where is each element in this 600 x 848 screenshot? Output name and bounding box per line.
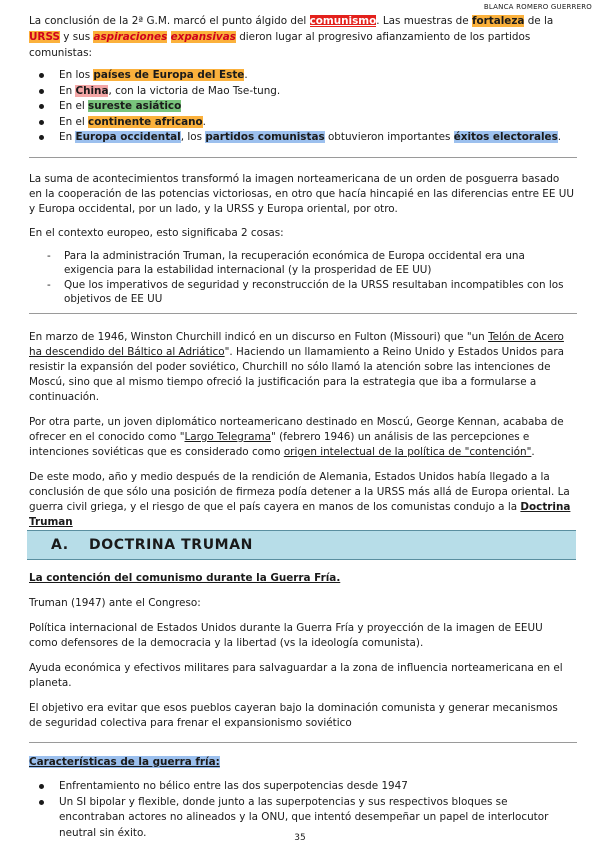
list-item: En Europa occidental, los partidos comunistas obtuvieron importantes éxitos electorales. (29, 130, 574, 146)
paragraph: Por otra parte, un joven diplomático norteamericano destinado en Moscú, George Kennan, acababa de ofrecer en el conocido como "Largo Telegrama" (febrero 1946) un análisis de las percepciones e intenciones soviéticas que es considerado como origen intelectual de la política de "contención". (29, 415, 564, 458)
highlight-aspiraciones: aspiraciones (93, 31, 168, 43)
paragraph: En marzo de 1946, Winston Churchill indicó en un discurso en Fulton (Missouri) que "un Telón de Acero ha descendido del Báltico al Adriático". Haciendo un llamamiento a Reino Unido y Estados Unidos para resistir la expansión del poder soviético, Churchill no sólo llamó la atención sobre las intenciones de Moscú, sino que al mismo tiempo ofreció la justificación para la estrategia que iba a formularse a continuación. (29, 330, 565, 403)
list-item: Enfrentamiento no bélico entre las dos superpotencias desde 1947 (29, 779, 574, 795)
author-header: BLANCA ROMERO GUERRERO (483, 3, 592, 11)
section-letter: A. (51, 537, 69, 553)
paragraph: El objetivo era evitar que esos pueblos cayeran bajo la dominación comunista y generar mecanismos de seguridad colectiva para frenar el expansionismo soviético (29, 702, 558, 729)
paragraph: Truman (1947) ante el Congreso: (29, 597, 201, 609)
paragraph: De este modo, año y medio después de la rendición de Alemania, Estados Unidos había llegado a la conclusión de que sólo una posición de firmeza podía detener a la URSS más allá de Europa oriental. La guerra civil griega, y el riesgo de que el país cayera en manos de los comunistas condujo a la Doctrina Truman (29, 470, 571, 528)
paragraph: La suma de acontecimientos transformó la imagen norteamericana de un orden de posguerra basado en la cooperación de las potencias victoriosas, en otro que hacía hincapié en las diferencias entre EE UU y Europa occidental, por un lado, y la URSS y Europa oriental, por otro. (29, 172, 574, 215)
intro-paragraph: La conclusión de la 2ª G.M. marcó el punto álgido del comunismo. Las muestras de fortaleza de la URSS y sus aspiraciones expansivas dieron lugar al progresivo afianzamiento de los partidos comunistas: (29, 15, 554, 59)
list-item: En China, con la victoria de Mao Tse-tung. (29, 84, 574, 100)
list-item: - Que los imperativos de seguridad y reconstrucción de la URSS resultaban incompatibles con los objetivos de EE UU (29, 278, 574, 307)
section-content (29, 571, 574, 841)
highlight-urss: URSS (29, 31, 60, 43)
dash-list (29, 249, 574, 307)
doctrina-truman-link: Doctrina Truman (29, 500, 571, 528)
paragraph: En el contexto europeo, esto significaba 2 cosas: (29, 226, 284, 239)
section-title: DOCTRINA TRUMAN (89, 537, 253, 553)
highlight-comunismo: comunismo (309, 15, 377, 27)
list-item: En el continente africano. (29, 115, 574, 131)
page-number: 35 (294, 833, 306, 843)
largo-telegrama: Largo Telegrama (184, 430, 271, 443)
paragraph: Ayuda económica y efectivos militares para salvaguardar a la zona de influencia norteamericana en el planeta. (29, 662, 563, 689)
paragraph: Política internacional de Estados Unidos durante la Guerra Fría y proyección de la imagen de EEUU como defensores de la democracia y la libertad (vs la ideología comunista). (29, 622, 543, 649)
telon-de-acero: Telón de Acero ha descendido del Báltico al Adriático (29, 330, 564, 358)
list-item: En los países de Europa del Este. (29, 68, 574, 84)
highlight-fortaleza: fortaleza (471, 15, 525, 27)
section-heading (27, 530, 576, 560)
list-item: En el sureste asiático (29, 99, 574, 115)
highlight-expansivas: expansivas (170, 31, 236, 43)
divider (29, 742, 577, 743)
subtitle: La contención del comunismo durante la Guerra Fría. (29, 572, 341, 584)
page-content (29, 13, 574, 530)
divider (29, 313, 577, 314)
list-item: Un SI bipolar y flexible, donde junto a las superpotencias y sus respectivos bloques se encontraban actores no alineados y la ONU, que intentó desempeñar un papel de interlocutor neutral sin éxito. (29, 795, 574, 842)
subtitle: Características de la guerra fría: (29, 756, 220, 768)
list-item: - Para la administración Truman, la recuperación económica de Europa occidental era una exigencia para la estabilidad internacional (y la prosperidad de EE UU) (29, 249, 574, 278)
divider (29, 157, 577, 158)
origen-contencion: origen intelectual de la política de "contención" (283, 445, 532, 458)
communism-bullets (29, 68, 574, 146)
